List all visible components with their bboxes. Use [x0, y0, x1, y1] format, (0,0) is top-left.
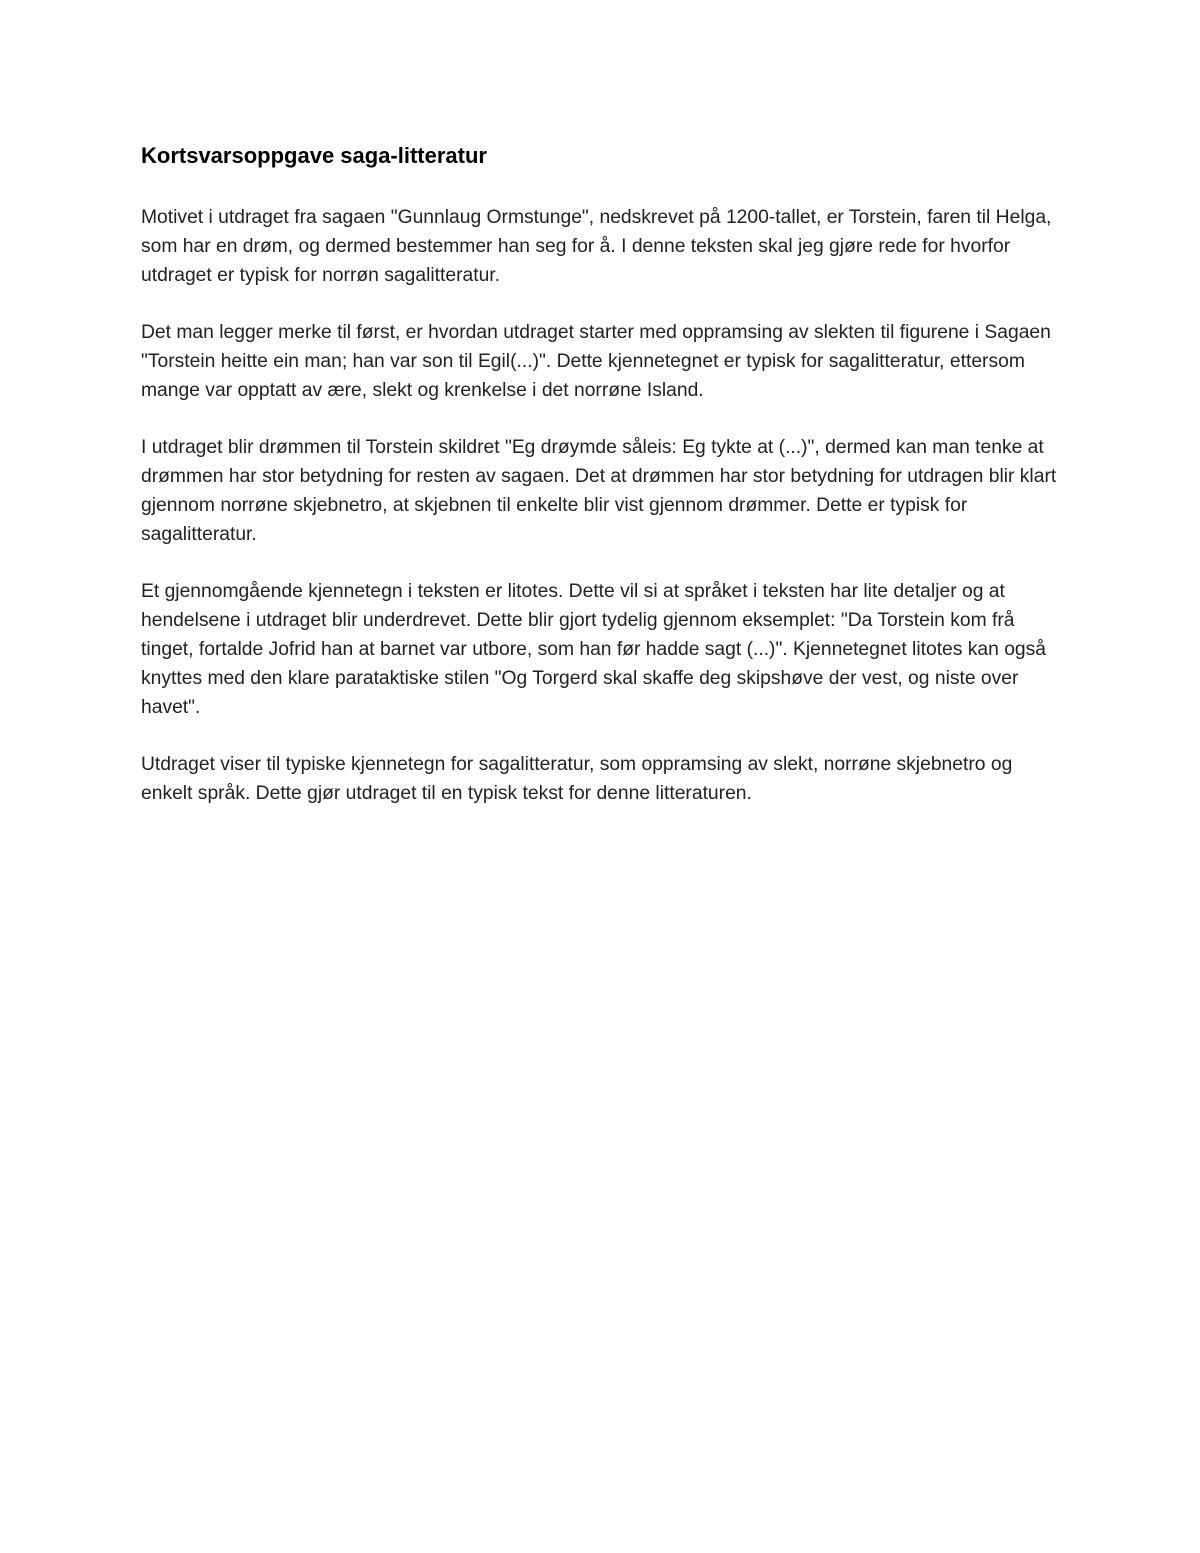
paragraph-conclusion: Utdraget viser til typiske kjennetegn for sagalitteratur, som oppramsing av slekt, norrøne skjebnetro og enkelt språk. Dette gjør utdraget til en typisk tekst for denne litteraturen. — [141, 754, 1013, 804]
document-body — [141, 141, 1059, 836]
paragraph-intro: Motivet i utdraget fra sagaen "Gunnlaug Ormstunge", nedskrevet på 1200-tallet, er Torstein, faren til Helga, som har en drøm, og dermed bestemmer han seg for å. I denne teksten skal jeg gjøre rede for hvorfor utdraget er typisk for norrøn sagalitteratur. — [141, 207, 1052, 286]
paragraph-dream: I utdraget blir drømmen til Torstein skildret "Eg drøymde såleis: Eg tykte at (...)", dermed kan man tenke at drømmen har stor betydning for resten av sagaen. Det at drømmen har stor betydning for utdragen blir klart gjennom norrøne skjebnetro, at skjebnen til enkelte blir vist gjennom drømmer. Dette er typisk for sagalitteratur. — [141, 437, 1057, 545]
paragraph-litotes: Et gjennomgående kjennetegn i teksten er litotes. Dette vil si at språket i teksten har lite detaljer og at hendelsene i utdraget blir underdrevet. Dette blir gjort tydelig gjennom eksemplet: "Da Torstein kom frå tinget, fortalde Jofrid han at barnet var utbore, som han før hadde sagt (...)". Kjennetegnet litotes kan også knyttes med den klare parataktiske stilen "Og Torgerd skal skaffe deg skipshøve der vest, og niste over havet". — [141, 581, 1047, 718]
paragraph-genealogy: Det man legger merke til først, er hvordan utdraget starter med oppramsing av slekten til figurene i Sagaen "Torstein heitte ein man; han var son til Egil(...)". Dette kjennetegnet er typisk for sagalitteratur, ettersom mange var opptatt av ære, slekt og krenkelse i det norrøne Island. — [141, 322, 1051, 401]
document-title: Kortsvarsoppgave saga-litteratur — [141, 143, 487, 168]
